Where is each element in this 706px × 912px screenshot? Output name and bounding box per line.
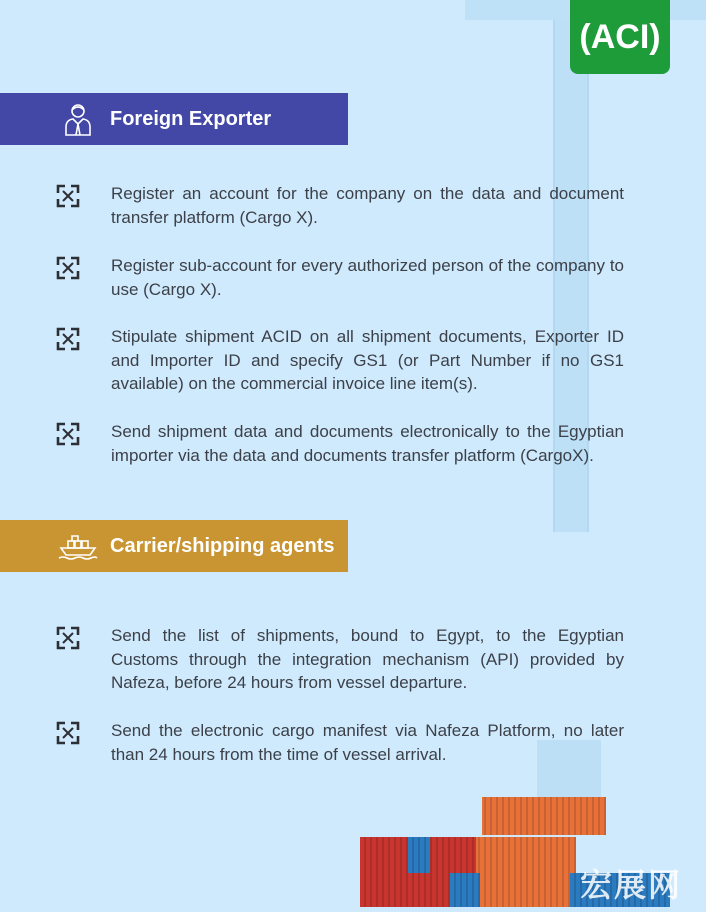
item-text: Register an account for the company on the data and document transfer platform (Cargo X). <box>111 184 624 227</box>
expand-arrows-icon <box>55 326 81 352</box>
item-text: Send the electronic cargo manifest via Nafeza Platform, no later than 24 hours from the time of vessel arrival. <box>111 721 624 764</box>
item-text: Register sub-account for every authorized person of the company to use (Cargo X). <box>111 256 624 299</box>
expand-arrows-icon <box>55 255 81 281</box>
list-item <box>55 325 625 396</box>
list-item <box>55 719 625 766</box>
item-text: Send the list of shipments, bound to Egypt, to the Egyptian Customs through the integration mechanism (API) provided by Nafeza, before 24 hours from vessel departure. <box>111 626 624 692</box>
person-icon <box>48 93 108 145</box>
expand-arrows-icon <box>55 183 81 209</box>
section-title: Carrier/shipping agents <box>110 534 335 557</box>
list-item <box>55 420 625 467</box>
expand-arrows-icon <box>55 720 81 746</box>
section-header-carrier <box>0 520 348 572</box>
watermark <box>530 858 706 907</box>
item-text: Send shipment data and documents electronically to the Egyptian importer via the data and documents transfer platform (CargoX). <box>111 422 624 465</box>
ship-icon <box>48 520 108 572</box>
watermark-text: 宏展网 <box>580 866 683 903</box>
section-header-exporter <box>0 93 348 145</box>
list-item <box>55 182 625 229</box>
item-text: Stipulate shipment ACID on all shipment documents, Exporter ID and Importer ID and specify GS1 (or Part Number if no GS1 available) on the commercial invoice line item(s). <box>111 327 624 393</box>
section-title: Foreign Exporter <box>110 107 272 130</box>
aci-badge: (ACI) <box>570 0 670 74</box>
expand-arrows-icon <box>55 625 81 651</box>
expand-arrows-icon <box>55 421 81 447</box>
list-item <box>55 624 625 695</box>
list-item <box>55 254 625 301</box>
